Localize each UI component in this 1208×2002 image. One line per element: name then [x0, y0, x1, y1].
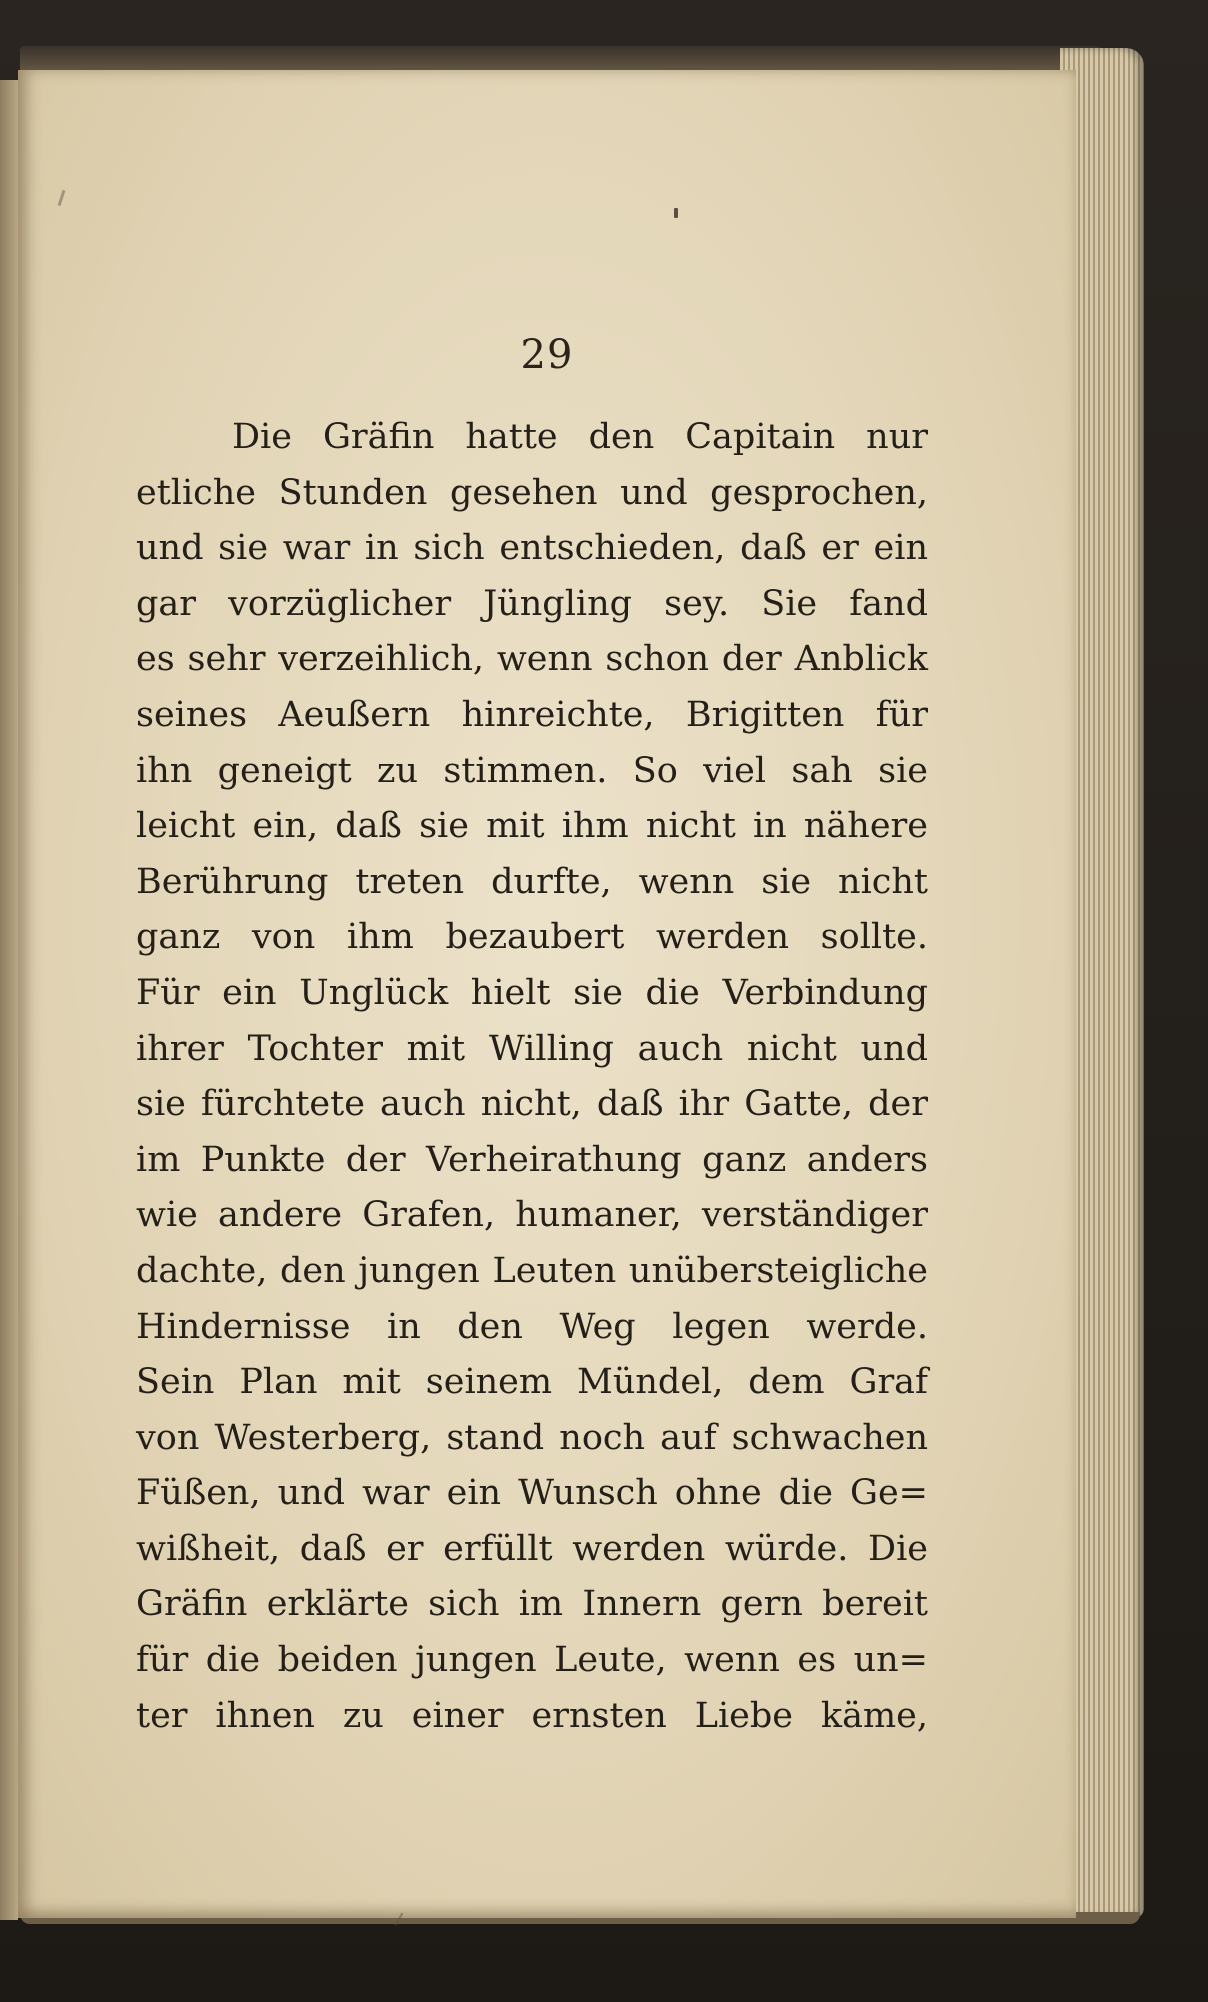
text-line: Für ein Unglück hielt sie die Verbindung	[136, 972, 928, 1013]
text-line: dachte, den jungen Leuten unübersteigliche	[136, 1250, 928, 1291]
text-line: Die Gräfin hatte den Capitain nur	[232, 417, 928, 457]
text-line: im Punkte der Verheirathung ganz anders	[136, 1139, 928, 1180]
text-line: leicht ein, daß sie mit ihm nicht in nähere	[136, 806, 928, 847]
text-line: ihn geneigt zu stimmen. So viel sah sie	[136, 750, 928, 791]
text-line: Berührung treten durfte, wenn sie nicht	[136, 861, 928, 902]
text-line: ganz von ihm bezaubert werden sollte.	[136, 917, 928, 958]
page-number: 29	[520, 332, 574, 378]
paper-speck	[58, 190, 66, 206]
text-line: wißheit, daß er erfüllt werden würde. Die	[136, 1528, 928, 1569]
header-mark	[674, 208, 678, 218]
text-line: von Westerberg, stand noch auf schwachen	[136, 1417, 928, 1458]
text-line: für die beiden jungen Leute, wenn es un=	[136, 1640, 928, 1681]
text-line: wie andere Grafen, humaner, verständiger	[136, 1195, 928, 1236]
book-page	[18, 70, 1076, 1918]
text-line: Füßen, und war ein Wunsch ohne die Ge=	[136, 1473, 928, 1514]
text-line: ihrer Tochter mit Willing auch nicht und	[136, 1028, 928, 1069]
text-line: es sehr verzeihlich, wenn schon der Anblick	[136, 639, 928, 680]
text-line: seines Aeußern hinreichte, Brigitten für	[136, 694, 928, 735]
text-line: Sein Plan mit seinem Mündel, dem Graf	[136, 1362, 928, 1403]
text-line: etliche Stunden gesehen und gesprochen,	[136, 472, 928, 513]
text-line: Hindernisse in den Weg legen werde.	[136, 1306, 928, 1347]
body-text	[136, 410, 928, 1744]
facing-page-edge	[0, 80, 18, 1920]
text-line: und sie war in sich entschieden, daß er ein	[136, 528, 928, 569]
text-line: Gräfin erklärte sich im Innern gern bereit	[136, 1584, 928, 1625]
text-line: gar vorzüglicher Jüngling sey. Sie fand	[136, 583, 928, 624]
text-line: sie fürchtete auch nicht, daß ihr Gatte, der	[136, 1084, 928, 1125]
text-line: ter ihnen zu einer ernsten Liebe käme,	[136, 1695, 928, 1736]
